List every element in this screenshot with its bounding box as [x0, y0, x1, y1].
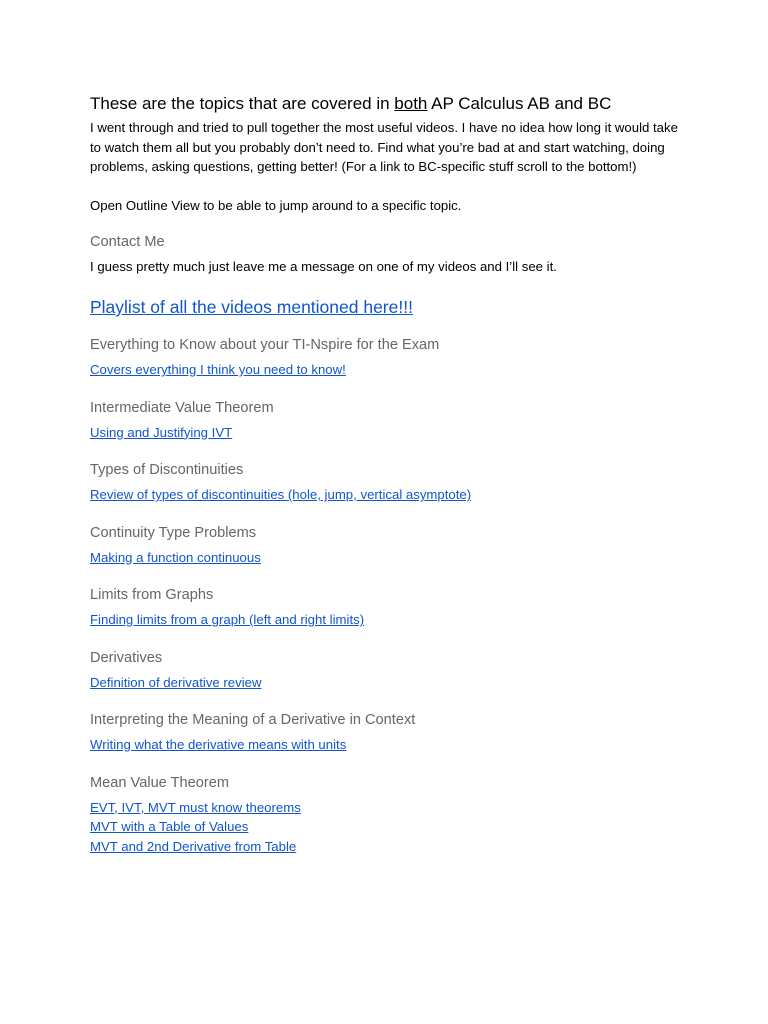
- contact-heading: Contact Me: [90, 233, 165, 250]
- video-link[interactable]: Review of types of discontinuities (hole, jump, vertical asymptote): [90, 487, 472, 502]
- video-link[interactable]: EVT, IVT, MVT must know theorems: [90, 799, 301, 815]
- video-link[interactable]: Using and Justifying IVT: [90, 424, 233, 440]
- section-heading: Intermediate Value Theorem: [90, 399, 274, 416]
- section-heading: Types of Discontinuities: [90, 462, 244, 478]
- intro-paragraph: I went through and tried to pull together the most useful videos. I have no idea how long it would take to watch them all but you probably don’t need to. Find what you’re bad at and start watching, doing problems, asking questions, getting better! (For a link to BC-specific stuff scroll to the bottom!): [90, 120, 678, 174]
- section-continuity: [90, 524, 690, 568]
- section-heading: Limits from Graphs: [90, 587, 214, 603]
- video-link[interactable]: MVT and 2nd Derivative from Table: [90, 838, 297, 854]
- section-heading: Everything to Know about your TI-Nspire for the Exam: [90, 337, 440, 353]
- section-ivt: [90, 399, 690, 443]
- section-heading: Interpreting the Meaning of a Derivative in Context: [90, 712, 416, 728]
- document-title: [90, 94, 690, 114]
- playlist-link[interactable]: Playlist of all the videos mentioned here!!!: [90, 297, 413, 317]
- section-limits: [90, 586, 690, 630]
- document-page: [90, 94, 690, 856]
- contact-text: I guess pretty much just leave me a message on one of my videos and I’ll see it.: [90, 258, 557, 274]
- section-derivatives: [90, 649, 690, 693]
- video-link[interactable]: Covers everything I think you need to know!: [90, 362, 346, 377]
- title-prefix: These are the topics that are covered in: [90, 94, 395, 113]
- video-link[interactable]: MVT with a Table of Values: [90, 819, 249, 834]
- section-mvt: [90, 774, 690, 857]
- video-link[interactable]: Definition of derivative review: [90, 674, 262, 690]
- section-heading: Derivatives: [90, 649, 163, 666]
- section-heading: Mean Value Theorem: [90, 774, 229, 791]
- video-link[interactable]: Writing what the derivative means with units: [90, 737, 347, 752]
- section-heading: Continuity Type Problems: [90, 524, 257, 541]
- title-suffix: AP Calculus AB and BC: [427, 94, 612, 113]
- section-discontinuities: [90, 461, 690, 505]
- outline-note: Open Outline View to be able to jump around to a specific topic.: [90, 198, 462, 213]
- title-underlined-word: both: [394, 94, 428, 113]
- section-tinspire: [90, 336, 690, 380]
- video-link[interactable]: Making a function continuous: [90, 549, 261, 565]
- video-link[interactable]: Finding limits from a graph (left and right limits): [90, 612, 365, 627]
- spacer: [90, 177, 690, 197]
- section-derivative-context: [90, 711, 690, 755]
